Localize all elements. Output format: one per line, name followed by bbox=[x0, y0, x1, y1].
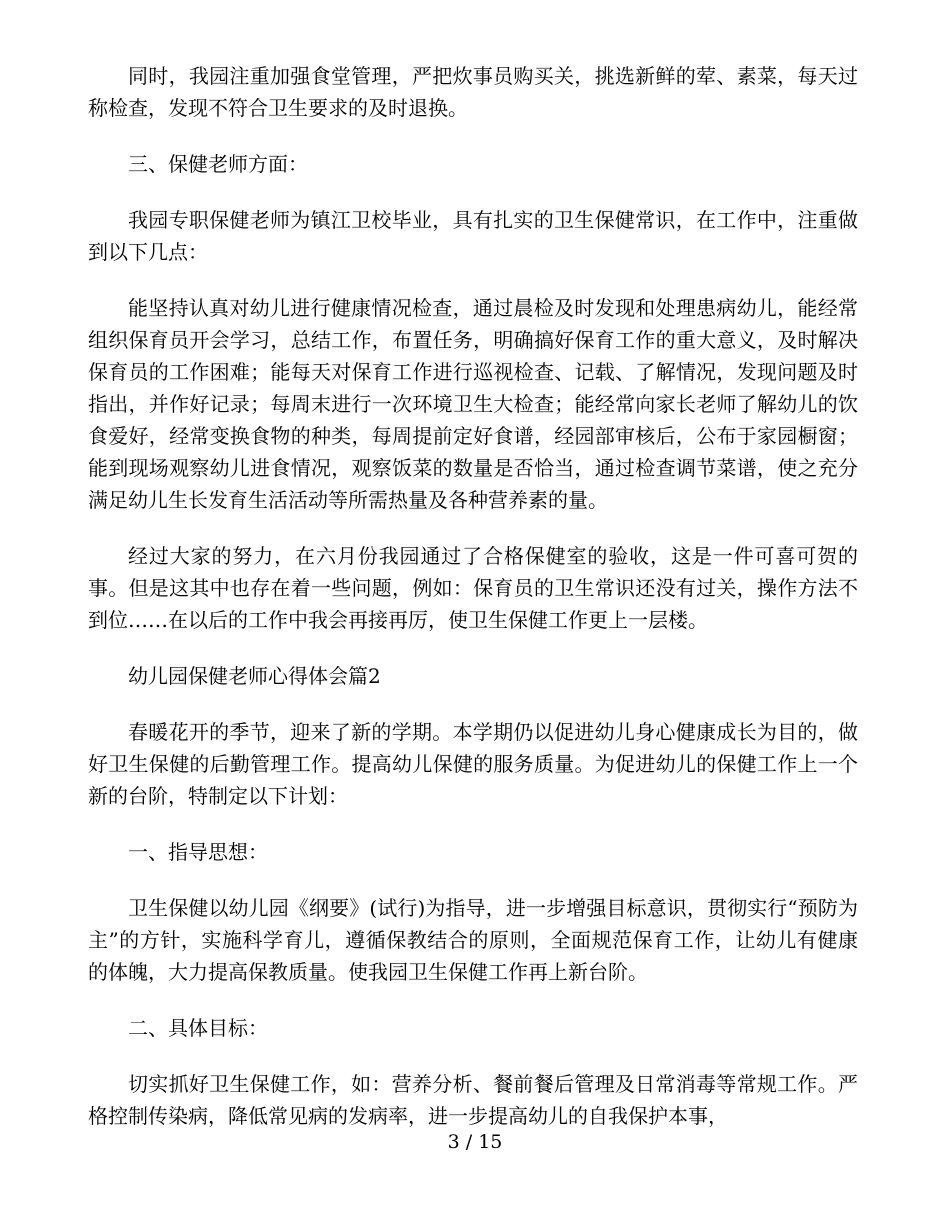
paragraph-specific-goals: 切实抓好卫生保健工作，如：营养分析、餐前餐后管理及日常消毒等常规工作。严格控制传染病，降低常见病的发病率，进一步提高幼儿的自我保护本事， bbox=[88, 1072, 858, 1128]
paragraph-achievement: 经过大家的努力，在六月份我园通过了合格保健室的验收，这是一件可喜可贺的事。但是这其中也存在着一些问题，例如：保育员的卫生常识还没有过关，操作方法不到位……在以后的工作中我会再接再厉，使卫生保健工作更上一层楼。 bbox=[88, 544, 858, 632]
heading-specific-goals: 二、具体目标： bbox=[128, 1016, 268, 1040]
paragraph-teacher-duties: 能坚持认真对幼儿进行健康情况检查，通过晨检及时发现和处理患病幼儿，能经常组织保育员开会学习，总结工作，布置任务，明确搞好保育工作的重大意义，及时解决保育员的工作困难；能每天对保育工作进行巡视检查、记载、了解情况，发现问题及时指出，并作好记录；每周末进行一次环境卫生大检查；能经常向家长老师了解幼儿的饮食爱好，经常变换食物的种类，每周提前定好食谱，经园部审核后，公布于家园橱窗；能到现场观察幼儿进食情况，观察饭菜的数量是否恰当，通过检查调节菜谱，使之充分满足幼儿生长发育生活活动等所需热量及各种营养素的量。 bbox=[88, 296, 858, 512]
heading-health-teacher: 三、保健老师方面： bbox=[128, 152, 308, 176]
paragraph-teacher-background: 我园专职保健老师为镇江卫校毕业，具有扎实的卫生保健常识，在工作中，注重做到以下几点： bbox=[88, 208, 858, 264]
heading-guiding-thought: 一、指导思想： bbox=[128, 840, 268, 864]
page-number: 3 / 15 bbox=[447, 1131, 503, 1153]
paragraph-new-semester: 春暖花开的季节，迎来了新的学期。本学期仍以促进幼儿身心健康成长为目的，做好卫生保健的后勤管理工作。提高幼儿保健的服务质量。为促进幼儿的保健工作上一个新的台阶，特制定以下计划： bbox=[88, 720, 858, 808]
section-title-part-2: 幼儿园保健老师心得体会篇2 bbox=[128, 664, 381, 688]
paragraph-canteen-management: 同时，我园注重加强食堂管理，严把炊事员购买关，挑选新鲜的荤、素菜，每天过称检查，发现不符合卫生要求的及时退换。 bbox=[88, 64, 858, 120]
paragraph-guiding-thought: 卫生保健以幼儿园《纲要》(试行)为指导，进一步增强目标意识，贯彻实行“预防为主”的方针，实施科学育儿，遵循保教结合的原则，全面规范保育工作，让幼儿有健康的体魄，大力提高保教质量。使我园卫生保健工作再上新台阶。 bbox=[88, 896, 858, 984]
document-page bbox=[88, 60, 858, 1132]
